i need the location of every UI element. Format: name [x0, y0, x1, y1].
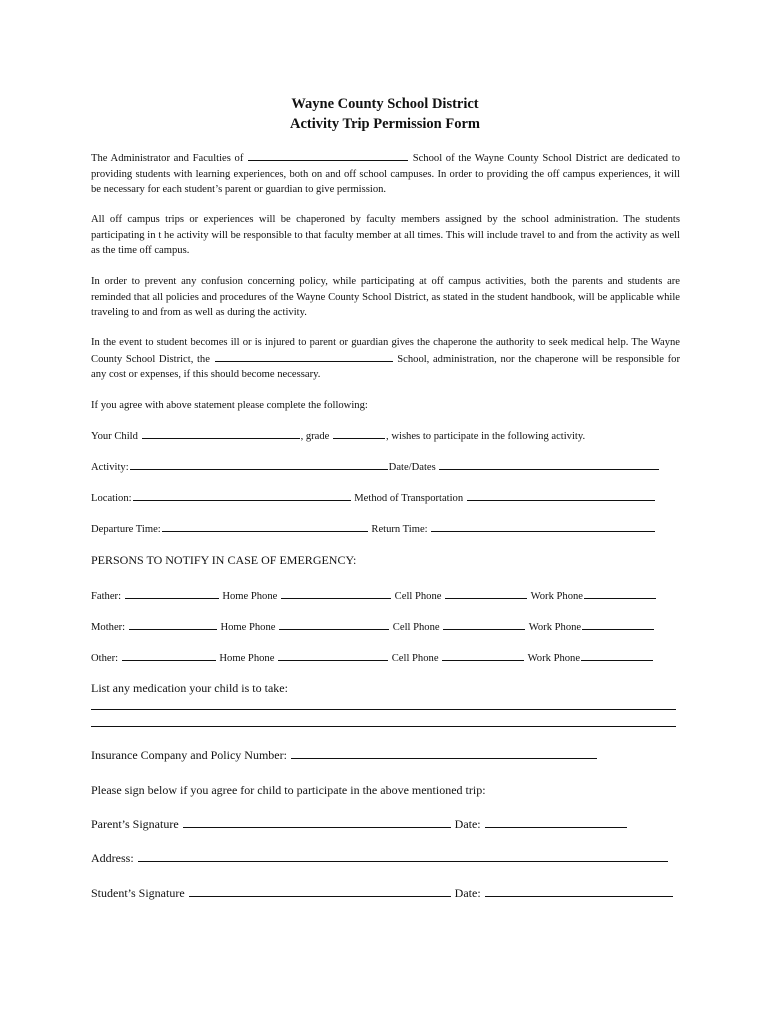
other-row: [91, 650, 691, 664]
mother-home-phone-field[interactable]: [279, 619, 389, 630]
other-work-phone-field[interactable]: [581, 650, 653, 661]
student-date-label: Date:: [454, 886, 481, 900]
agree-statement: If you agree with above statement please complete the following:: [91, 400, 368, 411]
activity-line: [91, 459, 691, 473]
return-label: Return Time:: [371, 524, 428, 535]
wishes-text: , wishes to participate in the following activity.: [386, 431, 586, 442]
address-label: Address:: [91, 851, 134, 865]
parent-date-field[interactable]: [485, 817, 627, 828]
parent-signature-label: Parent’s Signature: [91, 817, 179, 831]
mother-row: [91, 619, 691, 633]
father-work-phone-field[interactable]: [584, 588, 656, 599]
other-home-phone-field[interactable]: [278, 650, 388, 661]
father-label: Father:: [91, 591, 122, 602]
student-date-field[interactable]: [485, 886, 673, 897]
other-cell-phone-field[interactable]: [442, 650, 524, 661]
mother-cell-phone-field[interactable]: [443, 619, 525, 630]
intro-text-end: School of the Wayne County School District are dedicated to providing students with learning experiences, both on and off school campuses. In order to providing the off campus experiences, it will be necessary for each student’s parent or guardian to give permission.: [91, 153, 680, 196]
policy-paragraph: In order to prevent any confusion concerning policy, while participating at off campus activities, both the parents and students are reminded that all policies and procedures of the Wayne County School District, as stated in the student handbook, will be applicable while traveling to and from as well as during the activity.: [91, 276, 680, 319]
father-name-field[interactable]: [125, 588, 219, 599]
location-label: Location:: [91, 493, 132, 504]
other-name-field[interactable]: [122, 650, 216, 661]
location-field[interactable]: [133, 490, 351, 501]
insurance-line: [91, 748, 691, 763]
cell-phone-label: Cell Phone: [392, 622, 440, 633]
child-name-field[interactable]: [142, 428, 300, 439]
father-home-phone-field[interactable]: [281, 588, 391, 599]
medication-line-2[interactable]: [91, 726, 676, 727]
district-title: Wayne County School District: [291, 96, 479, 112]
home-phone-label: Home Phone: [222, 591, 278, 602]
mother-name-field[interactable]: [129, 619, 217, 630]
activity-label: Activity:: [91, 462, 129, 473]
insurance-field[interactable]: [291, 748, 597, 759]
departure-line: [91, 521, 691, 535]
student-signature-field[interactable]: [189, 886, 451, 897]
insurance-label: Insurance Company and Policy Number:: [91, 748, 287, 762]
address-line: [91, 851, 691, 866]
work-phone-label: Work Phone: [528, 622, 582, 633]
work-phone-label: Work Phone: [530, 591, 583, 602]
home-phone-label: Home Phone: [219, 653, 275, 664]
grade-field[interactable]: [333, 428, 385, 439]
return-field[interactable]: [431, 521, 655, 532]
location-line: [91, 490, 691, 504]
medication-label: List any medication your child is to take:: [91, 681, 288, 695]
home-phone-label: Home Phone: [220, 622, 276, 633]
father-row: [91, 588, 691, 602]
mother-label: Mother:: [91, 622, 126, 633]
your-child-label: Your Child: [91, 431, 138, 442]
medication-line-1[interactable]: [91, 709, 676, 710]
departure-label: Departure Time:: [91, 524, 161, 535]
parent-date-label: Date:: [454, 817, 481, 831]
parent-signature-field[interactable]: [183, 817, 451, 828]
mother-work-phone-field[interactable]: [582, 619, 654, 630]
other-label: Other:: [91, 653, 119, 664]
dates-label: Date/Dates: [388, 462, 436, 473]
father-cell-phone-field[interactable]: [445, 588, 527, 599]
transport-field[interactable]: [467, 490, 655, 501]
intro-text-start: The Administrator and Faculties of: [91, 153, 244, 164]
child-line: [91, 428, 691, 442]
transport-label: Method of Transportation: [354, 493, 464, 504]
form-title: Activity Trip Permission Form: [290, 116, 480, 132]
chaperone-paragraph: All off campus trips or experiences will be chaperoned by faculty members assigned by the school administration. The students participating in t he activity will be responsible to that faculty member at all times. This will include travel to and from the activity as well as the time off campus.: [91, 214, 680, 257]
school-name-blank[interactable]: [248, 150, 408, 161]
intro-paragraph: [91, 150, 680, 198]
medical-text-end: School, administration, nor the chaperone will be responsible for any cost or expenses, if this should become necessary.: [91, 353, 681, 381]
medical-paragraph: [91, 335, 680, 383]
cell-phone-label: Cell Phone: [391, 653, 439, 664]
parent-signature-line: [91, 817, 691, 832]
medical-text-start: In the event to student becomes ill or is injured to parent or guardian gives the chaperone the authority to seek medical help. The Wayne County School District, the: [91, 337, 680, 365]
sign-prompt: Please sign below if you agree for child to participate in the above mentioned trip:: [91, 783, 486, 797]
student-signature-label: Student’s Signature: [91, 886, 185, 900]
school-blank-2[interactable]: [215, 351, 393, 362]
emergency-heading: PERSONS TO NOTIFY IN CASE OF EMERGENCY:: [91, 553, 357, 567]
dates-field[interactable]: [439, 459, 659, 470]
work-phone-label: Work Phone: [527, 653, 581, 664]
cell-phone-label: Cell Phone: [394, 591, 442, 602]
departure-field[interactable]: [162, 521, 368, 532]
student-signature-line: [91, 886, 691, 901]
address-field[interactable]: [138, 851, 668, 862]
activity-field[interactable]: [130, 459, 388, 470]
grade-label: , grade: [300, 431, 330, 442]
